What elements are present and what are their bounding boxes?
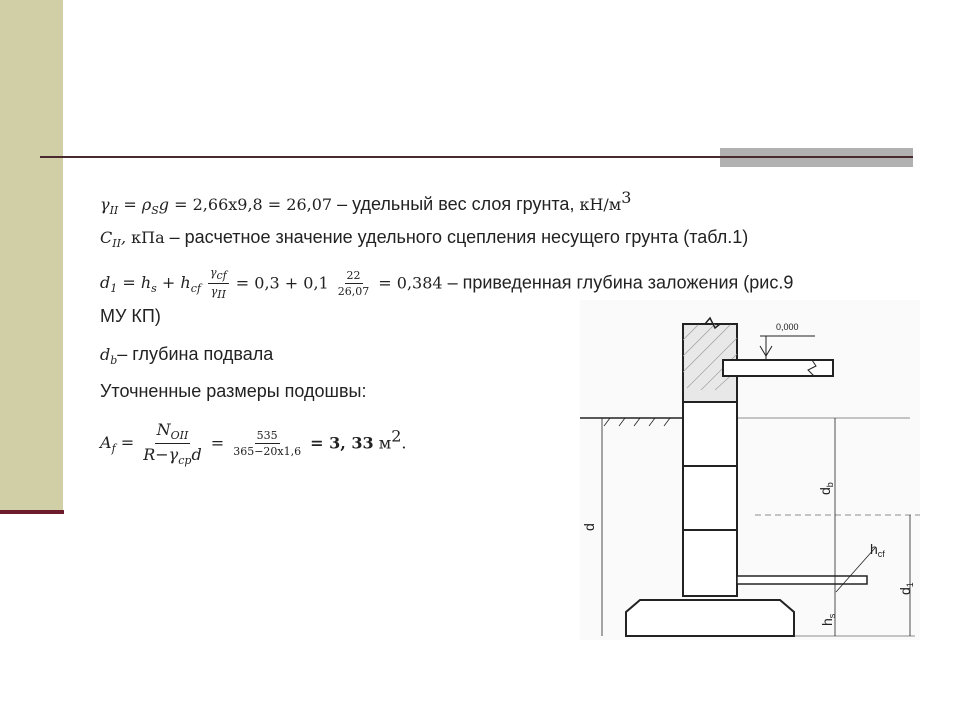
refined-dimensions-heading: Уточненные размеры подошвы: bbox=[100, 381, 367, 401]
reduced-depth-continuation: МУ КП) bbox=[100, 306, 161, 326]
label-db: $d_b$ bbox=[817, 482, 835, 495]
header-accent-bar bbox=[720, 148, 913, 167]
header-divider bbox=[40, 156, 720, 158]
reduced-depth-line: $d_1 = h_s + h_{cf}$ $\frac{\gamma_{cf}}{\gamma_{II}}$ = 0,3 + 0,1 $\frac{22}{26,07}$ = 0,384 – приведенная глубина заложения (рис.9 bbox=[100, 266, 794, 302]
sidebar-panel bbox=[0, 0, 63, 512]
cohesion-line: $C_{II}$, кПа – расчетное значение удельного сцепления несущего грунта (табл.1) bbox=[100, 227, 749, 251]
label-d1: $d_1$ bbox=[897, 582, 915, 595]
label-hs: $h_s$ bbox=[819, 613, 837, 626]
sidebar-divider bbox=[0, 510, 64, 514]
specific-weight-line: $\gamma_{II} = \rho_Sg = 2,66х9,8 = 26,07$ – удельный вес слоя грунта, $кН/м^3$ bbox=[100, 188, 632, 218]
label-hcf: $h_{cf}$ bbox=[870, 541, 885, 559]
label-d: d bbox=[581, 523, 597, 531]
area-formula: $A_f$ = $\frac{N_{OII}}{R-\gamma_{cp}d}$ = $\frac{535}{365-20х1,6}$ = 3, 33 $м^2$. bbox=[100, 420, 407, 468]
foundation-diagram bbox=[580, 300, 920, 640]
level-label: 0,000 bbox=[776, 322, 799, 332]
specific-weight-expr: = 2,66х9,8 = 26,07 bbox=[174, 195, 333, 214]
basement-depth-line: $d_b-$ глубина подвала bbox=[100, 344, 274, 368]
